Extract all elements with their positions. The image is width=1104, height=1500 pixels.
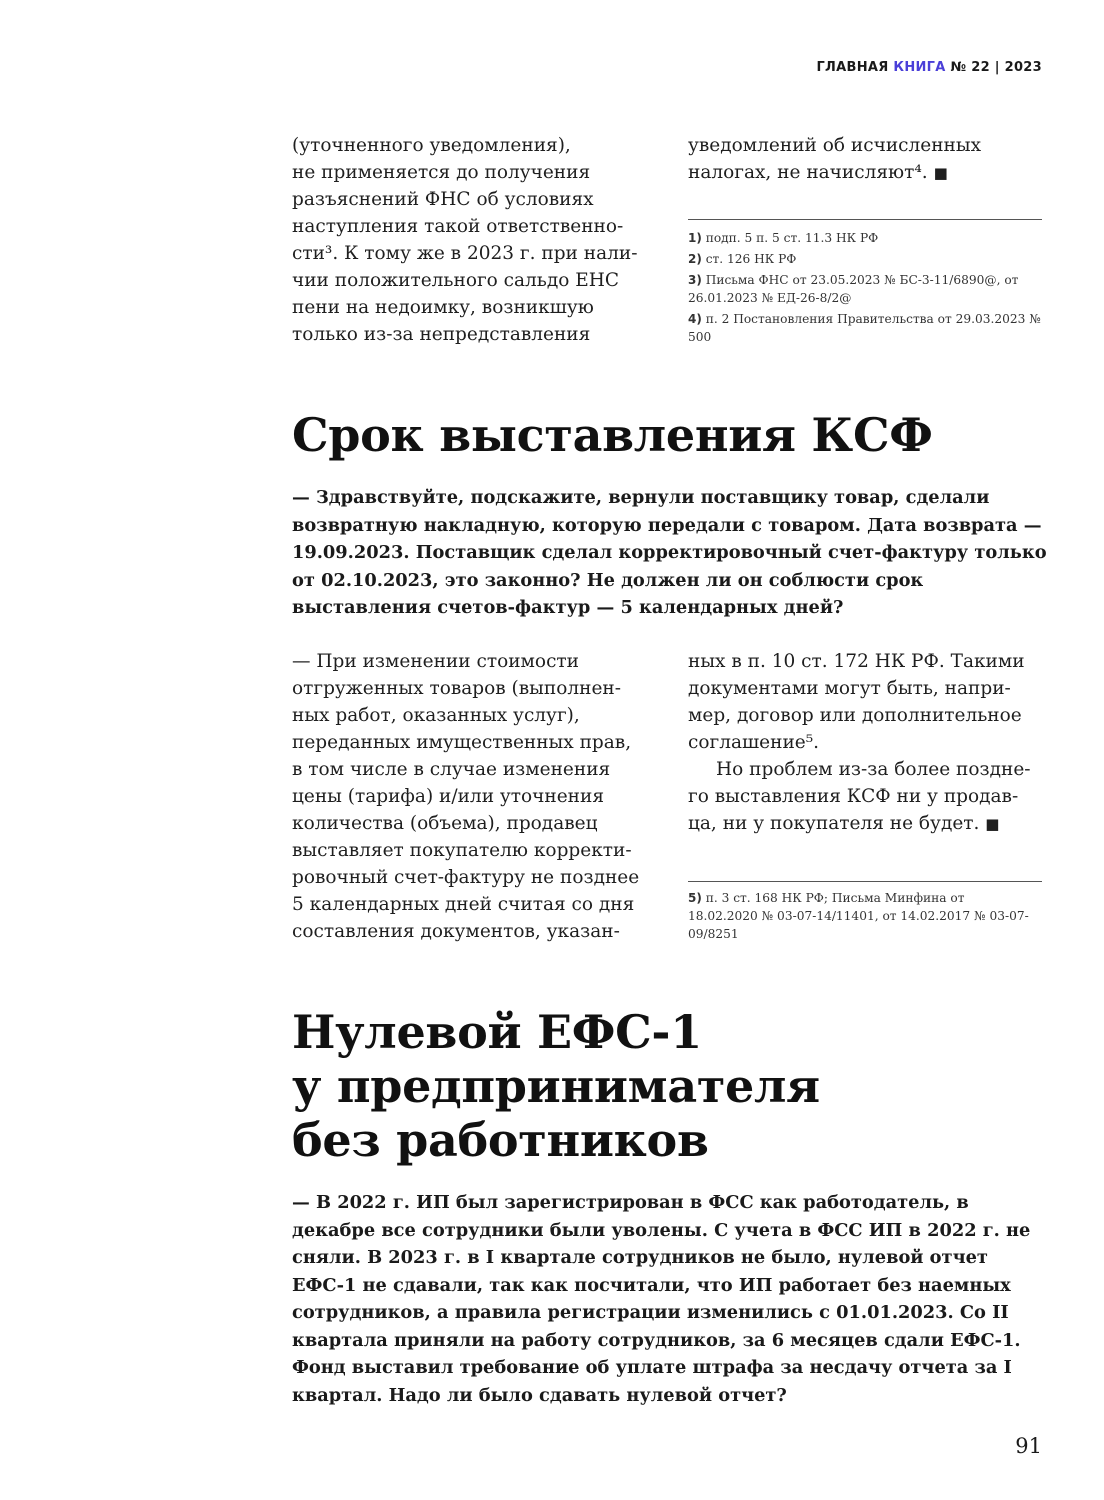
title-line: без работников [292,1113,709,1167]
text-line: — При изменении стоимости [292,651,579,672]
footnote-3: 3) Письма ФНС от 23.05.2023 № БС-3-11/6890@, от 26.01.2023 № ЕД-26-8/2@ [688,273,1019,305]
text-line: пени на недоимку, возникшую [292,297,594,318]
text-line: ных в п. 10 ст. 172 НК РФ. Такими [688,651,1025,672]
section2-footnotes [688,889,1038,946]
section3-title [292,1005,1052,1167]
text-line: наступления такой ответственно- [292,216,624,237]
section2-conclusion-paragraph [688,756,1048,838]
text-line: в том числе в случае изменения [292,759,611,780]
end-of-article-icon: ■ [985,815,1000,833]
page-number: 91 [1015,1434,1042,1458]
text-line: соглашение⁵. [688,732,820,753]
section2-left-column [292,648,662,945]
text-line: 5 календарных дней считая со дня [292,894,635,915]
text-line: ровочный счет-фактуру не позднее [292,867,640,888]
header-issue: № 22 | 2023 [950,60,1042,75]
header-magazine-accent: КНИГА [893,60,946,75]
section1-left-paragraph [292,132,662,348]
end-of-article-icon: ■ [933,164,948,182]
section3-question: — В 2022 г. ИП был зарегистрирован в ФСС как работодатель, в декабре все сотрудники были уволены. С учета в ФСС ИП в 2022 г. не сняли. В 2023 г. в I квартале сотрудников не было, нулевой отчет ЕФС-1 не сдавали, так как посчитали, что ИП работает без наемных сотрудников, а правила регистрации изменились с 01.01.2023. Со II квартала приняли на работу сотрудников, за 6 месяцев сдали ЕФС-1. Фонд выставил требование об уплате штрафа за несдачу отчета за I квартал. Надо ли было сдавать нулевой отчет? [292,1192,1031,1406]
text-line: переданных имущественных прав, [292,732,632,753]
section2-right-column [688,648,1048,838]
title-line: Нулевой ЕФС-1 [292,1005,702,1059]
footnote-5: 5) п. 3 ст. 168 НК РФ; Письма Минфина от 18.02.2020 № 03-07-14/11401, от 14.02.2017 № 03-07-09/8251 [688,891,1029,941]
text-line: количества (объема), продавец [292,813,598,834]
section1-right-column [688,132,1048,187]
section1-right-paragraph [688,132,1048,187]
footnote-4: 4) п. 2 Постановления Правительства от 29.03.2023 № 500 [688,312,1041,344]
text-line: (уточненного уведомления), [292,135,571,156]
footnote-1: 1) подп. 5 п. 5 ст. 11.3 НК РФ [688,231,879,245]
text-line: го выставления КСФ ни у продав- [688,786,1019,807]
text-line: чии положительного сальдо ЕНС [292,270,620,291]
section1-left-column [292,132,662,348]
footnote-divider [688,881,1042,882]
section2-title: Срок выставления КСФ [292,408,933,462]
text-line: налогах, не начисляют⁴. [688,162,928,183]
text-line: цены (тарифа) и/или уточнения [292,786,604,807]
text-line: не применяется до получения [292,162,591,183]
section2-answer-paragraph [292,648,662,945]
section2-answer-continuation [688,648,1048,756]
text-line: разъяснений ФНС об условиях [292,189,594,210]
text-line: сти³. К тому же в 2023 г. при нали- [292,243,638,264]
header-magazine-name: ГЛАВНАЯ [816,60,889,75]
text-line: выставляет покупателю корректи- [292,840,632,861]
text-line: мер, договор или дополнительное [688,705,1022,726]
footnote-2: 2) ст. 126 НК РФ [688,252,797,266]
text-line: Но проблем из-за более поздне- [716,759,1031,780]
section2-question: — Здравствуйте, подскажите, вернули поставщику товар, сделали возвратную накладную, которую передали с товаром. Дата возврата — 19.09.2023. Поставщик сделал корректировочный счет-фактуру только от 02.10.2023, это законно? Не должен ли он соблюсти срок выставления счетов-фактур — 5 календарных дней? [292,487,1047,618]
text-line: ных работ, оказанных услуг), [292,705,580,726]
text-line: только из-за непредставления [292,324,591,345]
text-line: составления документов, указан- [292,921,620,942]
running-header [816,60,1042,75]
title-line: у предпринимателя [292,1059,820,1113]
text-line: ца, ни у покупателя не будет. [688,813,980,834]
text-line: документами могут быть, напри- [688,678,1011,699]
text-line: отгруженных товаров (выполнен- [292,678,621,699]
footnote-divider [688,219,1042,220]
section1-footnotes [688,229,1044,349]
text-line: уведомлений об исчисленных [688,135,982,156]
